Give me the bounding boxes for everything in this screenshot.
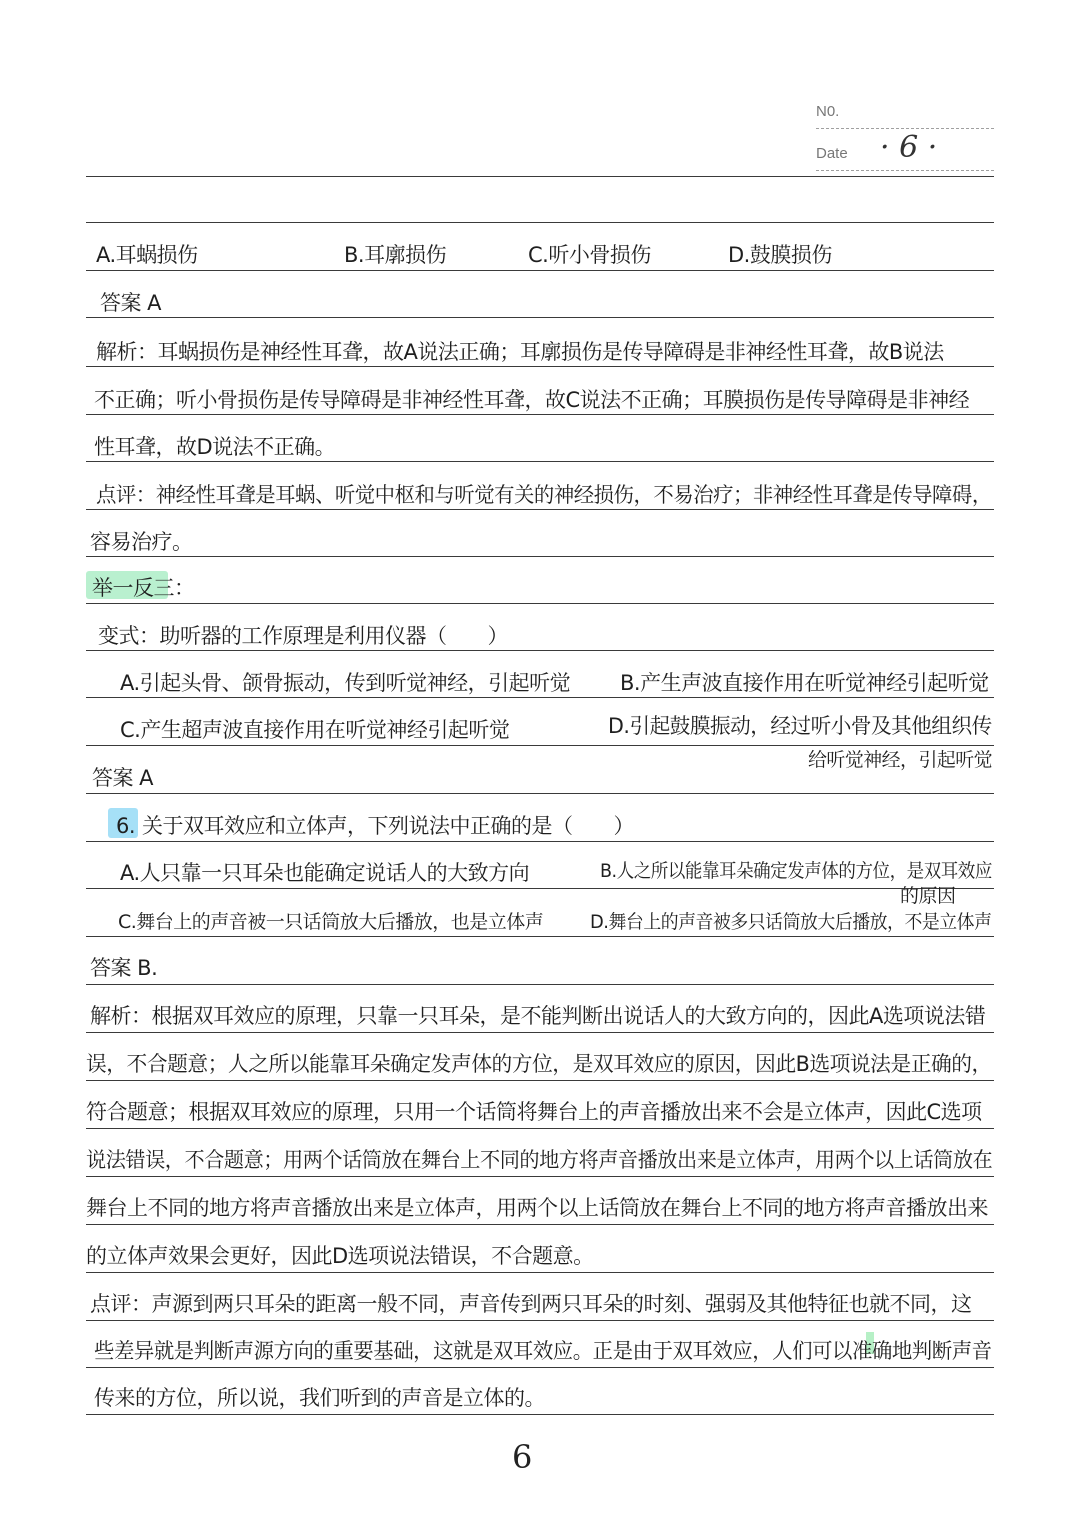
ruled-line <box>86 1367 994 1368</box>
variant-option-a: A.引起头骨、颌骨振动，传到听觉神经，引起听觉 <box>120 671 571 695</box>
q6-option-b-cont: 的原因 <box>900 885 956 907</box>
question-6-number: 6. <box>116 814 136 838</box>
page-number: 6 <box>512 1438 533 1476</box>
date-value: · 6 · <box>880 130 938 165</box>
comment-2-line: 传来的方位，所以说，我们听到的声音是立体的。 <box>94 1386 545 1410</box>
analysis-2-line: 解析：根据双耳效应的原理，只靠一只耳朵，是不能判断出说话人的大致方向的，因此A选项说法错 <box>90 1004 986 1028</box>
ruled-line <box>86 1032 994 1033</box>
ruled-line <box>86 745 994 746</box>
q6-option-c: C.舞台上的声音被一只话筒放大后播放，也是立体声 <box>118 911 544 933</box>
comment-2-line: 些差异就是判断声源方向的重要基础，这就是双耳效应。正是由于双耳效应，人们可以准确地判断声音 <box>94 1339 992 1363</box>
analysis-2-line: 的立体声效果会更好，因此D选项说法错误，不合题意。 <box>86 1244 594 1268</box>
answer-1: 答案 A <box>100 291 162 315</box>
ruled-line <box>86 697 994 698</box>
ruled-line <box>86 414 994 415</box>
ruled-line <box>86 603 994 604</box>
option-a: A.耳蜗损伤 <box>96 243 198 267</box>
ruled-line <box>86 888 994 889</box>
ruled-line <box>86 270 994 271</box>
date-underline <box>816 170 994 171</box>
analysis-2-line: 说法错误，不合题意；用两个话筒放在舞台上不同的地方将声音播放出来是立体声，用两个以上话筒放在 <box>86 1148 993 1172</box>
comment-1-line: 点评：神经性耳聋是耳蜗、听觉中枢和与听觉有关的神经损伤，不易治疗；非神经性耳聋是传导障碍， <box>96 483 992 507</box>
analysis-2-line: 舞台上不同的地方将声音播放出来是立体声，用两个以上话筒放在舞台上不同的地方将声音播放出来 <box>86 1196 988 1220</box>
ruled-line <box>86 1080 994 1081</box>
question-6-text: 关于双耳效应和立体声，下列说法中正确的是（ ） <box>142 814 634 838</box>
ruled-line <box>86 317 994 318</box>
analysis-2-line: 符合题意；根据双耳效应的原理，只用一个话筒将舞台上的声音播放出来不会是立体声，因此C选项 <box>86 1100 982 1124</box>
analysis-1-line: 性耳聋，故D说法不正确。 <box>94 435 336 459</box>
ruled-line <box>86 222 994 223</box>
ruled-line <box>86 984 994 985</box>
ruled-line <box>86 1320 994 1321</box>
ruled-line <box>86 1128 994 1129</box>
analysis-2-line: 误，不合题意；人之所以能靠耳朵确定发声体的方位，是双耳效应的原因，因此B选项说法是正确的， <box>86 1052 992 1076</box>
q6-option-b: B.人之所以能靠耳朵确定发声体的方位，是双耳效应 <box>600 860 992 882</box>
ruled-line <box>86 1176 994 1177</box>
variant-option-b: B.产生声波直接作用在听觉神经引起听觉 <box>620 671 989 695</box>
variant-option-d-cont: 给听觉神经，引起听觉 <box>808 749 993 771</box>
option-c: C.听小骨损伤 <box>528 243 651 267</box>
variant-question: 变式：助听器的工作原理是利用仪器（ ） <box>98 624 508 648</box>
section-title: 举一反三： <box>92 576 195 600</box>
ruled-line <box>86 461 994 462</box>
option-b: B.耳廓损伤 <box>344 243 447 267</box>
comment-2-line: 点评：声源到两只耳朵的距离一般不同，声音传到两只耳朵的时刻、强弱及其他特征也就不同，这 <box>90 1292 972 1316</box>
ruled-line <box>86 366 994 367</box>
variant-option-d: D.引起鼓膜振动，经过听小骨及其他组织传 <box>608 714 992 738</box>
ruled-line <box>86 936 994 937</box>
variant-option-c: C.产生超声波直接作用在听觉神经引起听觉 <box>120 718 510 742</box>
answer-3: 答案 B. <box>90 956 158 980</box>
option-d: D.鼓膜损伤 <box>728 243 832 267</box>
ruled-line <box>86 1224 994 1225</box>
q6-option-a: A.人只靠一只耳朵也能确定说话人的大致方向 <box>120 861 530 885</box>
ruled-line <box>86 176 994 177</box>
no-label: N0. <box>816 103 840 120</box>
ruled-line <box>86 1414 994 1415</box>
analysis-1-line: 不正确；听小骨损伤是传导障碍是非神经性耳聋，故C说法不正确；耳膜损伤是传导障碍是非神经 <box>94 388 970 412</box>
comment-1-line: 容易治疗。 <box>90 530 193 554</box>
ruled-line <box>86 1272 994 1273</box>
no-underline <box>816 128 994 129</box>
ruled-line <box>86 793 994 794</box>
ruled-line <box>86 841 994 842</box>
ruled-line <box>86 509 994 510</box>
analysis-1-line: 解析：耳蜗损伤是神经性耳聋，故A说法正确；耳廓损伤是传导障碍是非神经性耳聋，故B说法 <box>96 340 944 364</box>
date-label: Date <box>816 145 848 162</box>
ruled-line <box>86 650 994 651</box>
ruled-line <box>86 556 994 557</box>
q6-option-d: D.舞台上的声音被多只话筒放大后播放，不是立体声 <box>590 911 992 933</box>
answer-2: 答案 A <box>92 766 154 790</box>
